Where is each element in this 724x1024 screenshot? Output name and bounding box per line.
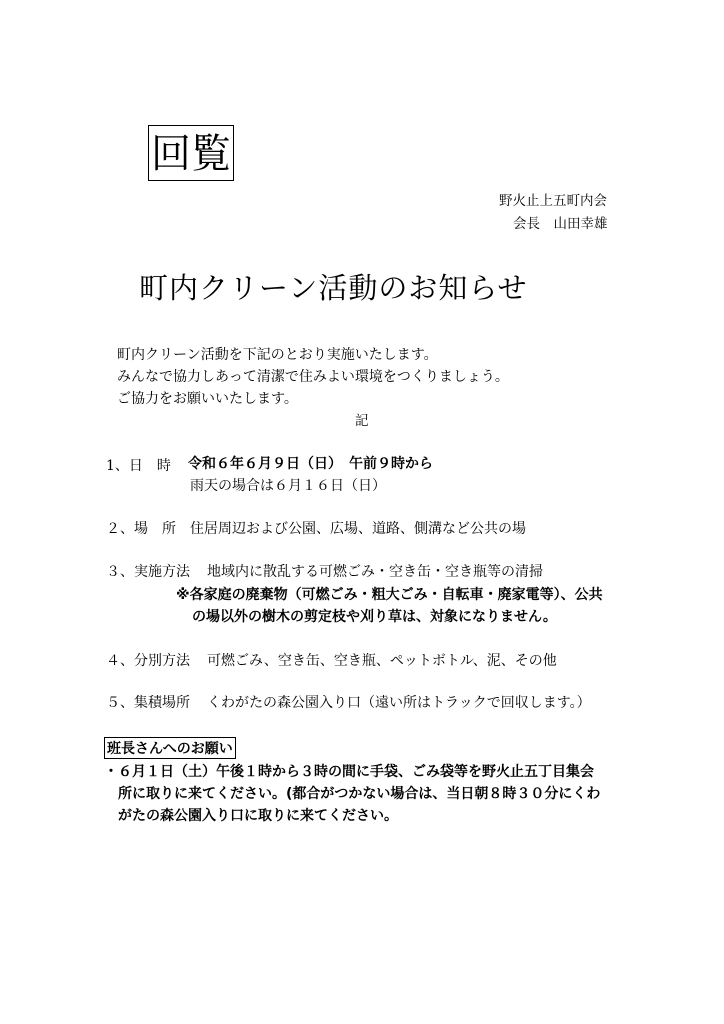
item-sort-value: 可燃ごみ、空き缶、空き瓶、ペットボトル、泥、その他 — [207, 653, 557, 669]
item-place-value: 住居周辺および公園、広場、道路、側溝など公共の場 — [190, 521, 526, 537]
intro-line-3: ご協力をお願いいたします。 — [117, 391, 298, 407]
item-collect-label: ５、集積場所 — [106, 695, 190, 711]
item-method-label: ３、実施方法 — [106, 564, 190, 580]
request-line-2: 所に取りに来てください。(都合がつかない場合は、当日朝８時３０分にくわ — [118, 786, 601, 802]
item-method-note-2: の場以外の樹木の剪定枝や刈り草は、対象になりません。 — [192, 609, 557, 625]
ki-marker: 記 — [355, 413, 369, 429]
item-place-label: ２、場 所 — [106, 521, 176, 537]
intro-line-1: 町内クリーン活動を下記のとおり実施いたします。 — [117, 347, 438, 363]
item-method-note-1: ※各家庭の廃棄物（可燃ごみ・粗大ごみ・自転車・廃家電等）、公共 — [176, 587, 603, 603]
request-line-1: ・６月１日（土）午後１時から３時の間に手袋、ごみ袋等を野火止五丁目集会 — [104, 764, 594, 780]
request-line-3: がたの森公園入り口に取りに来てください。 — [118, 808, 398, 824]
item-collect-value: くわがたの森公園入り口（遠い所はトラックで回収します。） — [207, 695, 591, 711]
item-sort-label: ４、分別方法 — [106, 653, 190, 669]
request-heading: 班長さんへのお願い — [104, 737, 236, 759]
intro-line-2: みんなで協力しあって清潔で住みよい環境をつくりましょう。 — [117, 369, 509, 385]
item-date-rain: 雨天の場合は６月１６日（日） — [190, 478, 386, 494]
circular-notice-label: 回覧 — [148, 125, 234, 181]
page-title: 町内クリーン活動のお知らせ — [139, 271, 528, 305]
organization-name: 野火止上五町内会 — [499, 193, 607, 209]
item-method-value: 地域内に散乱する可燃ごみ・空き缶・空き瓶等の清掃 — [207, 564, 543, 580]
item-date-value: 令和６年６月９日（日） 午前９時から — [188, 456, 433, 472]
chairperson-name: 会長 山田幸雄 — [513, 216, 608, 232]
item-date-label: 1、日 時 — [106, 458, 171, 474]
